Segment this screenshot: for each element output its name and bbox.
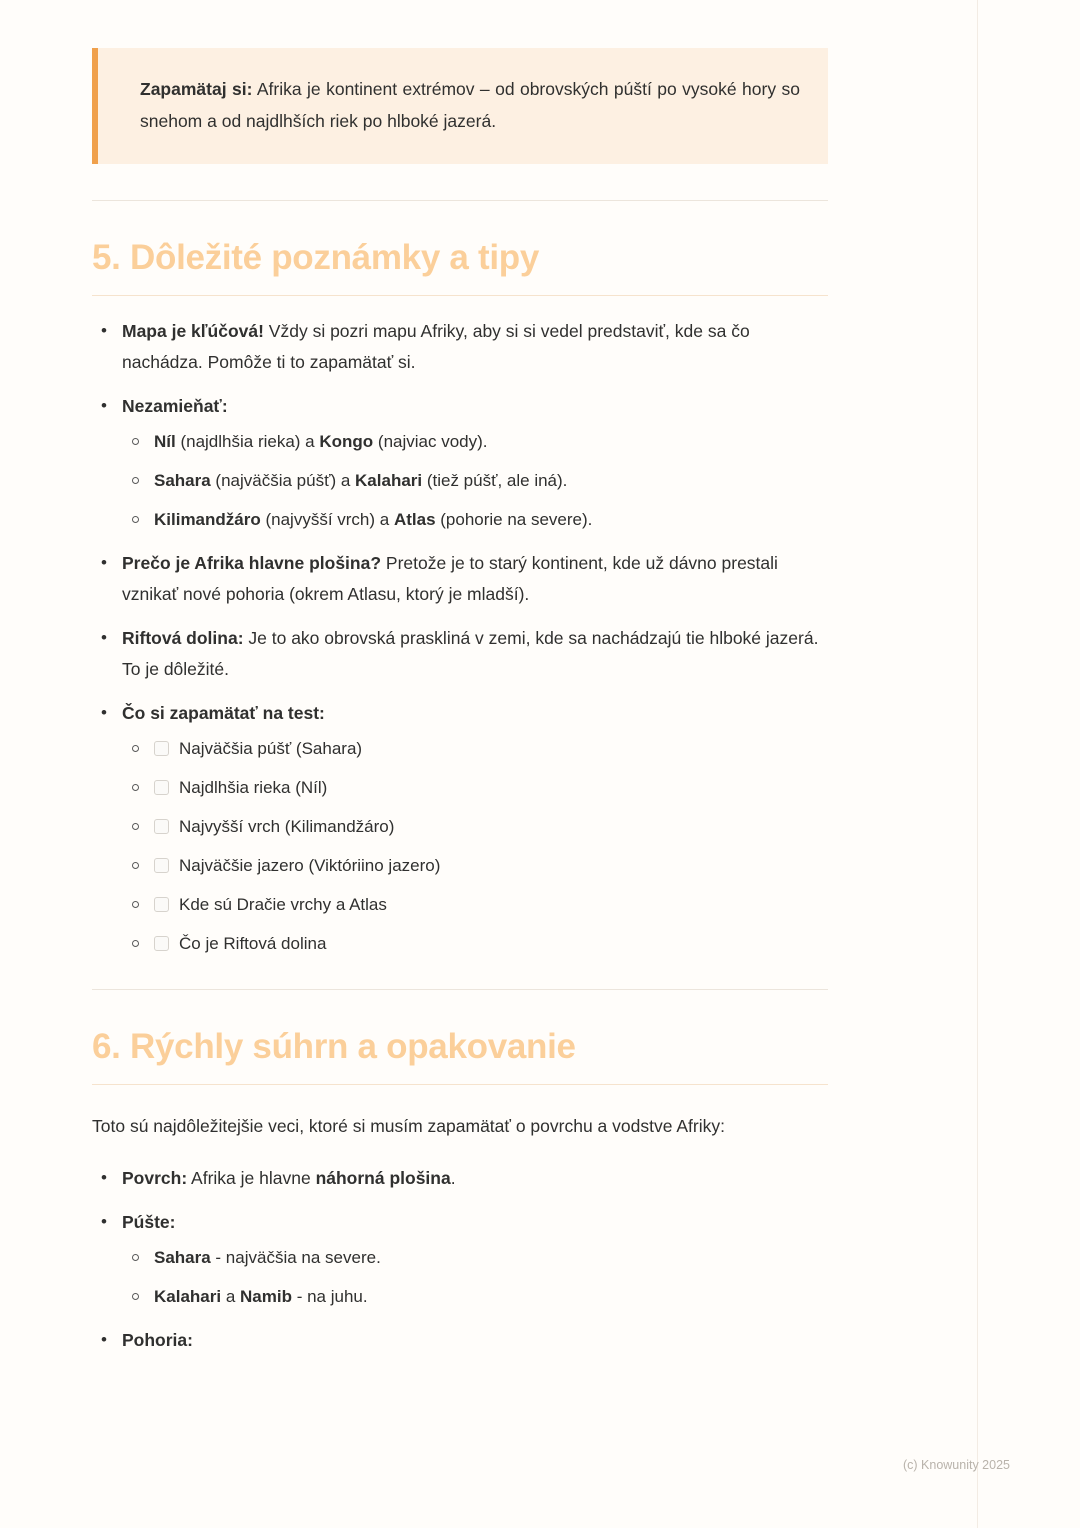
list-item-strong: Nezamieňať: bbox=[122, 395, 228, 416]
list-item bbox=[122, 1283, 828, 1312]
checklist-label: Najdlhšia rieka (Níl) bbox=[179, 778, 328, 798]
hollow-bullet-icon bbox=[132, 477, 139, 484]
sub-text-2: (tiež púšť, ale iná). bbox=[422, 471, 568, 490]
list-item-strong: Povrch: bbox=[122, 1167, 188, 1188]
sub-text-1: (najdlhšia rieka) a bbox=[175, 432, 320, 452]
checkbox[interactable] bbox=[154, 819, 169, 834]
section-6-title: 6. Rýchly súhrn a opakovanie bbox=[92, 1026, 576, 1066]
checklist-label: Čo je Riftová dolina bbox=[179, 933, 327, 953]
list-item bbox=[122, 930, 828, 959]
checklist-label: Najväčšia púšť (Sahara) bbox=[179, 739, 363, 759]
sub-strong-2: Kalahari bbox=[355, 471, 423, 490]
checklist-label: Najvyšší vrch (Kilimandžáro) bbox=[179, 817, 395, 837]
list-item bbox=[122, 813, 828, 842]
sublist-puste bbox=[122, 1244, 828, 1312]
checkbox[interactable] bbox=[154, 897, 169, 912]
list-item-text: Vždy si pozri mapu Afriky, aby si si vedel predstaviť, kde sa čo nachádza. Pomôže ti to zapamätať si. bbox=[122, 320, 750, 372]
sub-text-1: (najväčšia púšť) a bbox=[210, 471, 356, 490]
hollow-bullet-icon bbox=[132, 784, 139, 791]
list-item bbox=[92, 1207, 828, 1312]
list-item bbox=[92, 1163, 828, 1194]
hollow-bullet-icon bbox=[132, 862, 139, 869]
section-6-list bbox=[92, 1163, 828, 1356]
list-item-strong: Púšte: bbox=[122, 1211, 176, 1232]
list-item-strong-2: náhorná plošina bbox=[315, 1167, 451, 1188]
hollow-bullet-icon bbox=[132, 1254, 139, 1261]
section-6-rule bbox=[92, 1084, 828, 1085]
bullet-icon: • bbox=[101, 1167, 107, 1187]
sub-text-1: - najväčšia na severe. bbox=[210, 1247, 381, 1267]
divider-top bbox=[92, 200, 828, 201]
hollow-bullet-icon bbox=[132, 823, 139, 830]
list-item bbox=[92, 391, 828, 535]
bullet-icon: • bbox=[101, 395, 107, 415]
sub-text-2: - na juhu. bbox=[291, 1286, 368, 1306]
list-item-text: Pretože je to starý kontinent, kde už dávno prestali vznikať nové pohoria (okrem Atlasu, ktorý je mladší). bbox=[122, 552, 778, 604]
list-item bbox=[92, 698, 828, 958]
callout-remember bbox=[92, 48, 828, 164]
list-item-strong: Prečo je Afrika hlavne plošina? bbox=[122, 552, 382, 573]
sub-strong-1: Sahara bbox=[154, 471, 211, 490]
sub-strong-2: Atlas bbox=[393, 509, 436, 529]
list-item bbox=[92, 1325, 828, 1356]
list-item-strong: Riftová dolina: bbox=[122, 628, 244, 649]
sub-strong-2: Kongo bbox=[319, 432, 374, 452]
hollow-bullet-icon bbox=[132, 901, 139, 908]
hollow-bullet-icon bbox=[132, 745, 139, 752]
section-5-rule bbox=[92, 295, 828, 296]
list-item bbox=[122, 428, 828, 457]
bullet-icon: • bbox=[101, 628, 107, 648]
sub-text-2: (najviac vody). bbox=[373, 432, 488, 452]
sub-strong-2: Namib bbox=[240, 1286, 292, 1306]
list-item bbox=[92, 316, 828, 378]
list-item-strong: Čo si zapamätať na test: bbox=[122, 703, 325, 724]
list-item bbox=[122, 735, 828, 764]
list-item-strong: Pohoria: bbox=[122, 1329, 193, 1350]
list-item bbox=[122, 774, 828, 803]
checklist-label: Kde sú Dračie vrchy a Atlas bbox=[179, 895, 387, 915]
sub-text-2: (pohorie na severe). bbox=[435, 509, 593, 529]
sublist-nezamienat bbox=[122, 428, 828, 535]
list-item bbox=[122, 891, 828, 920]
list-item bbox=[122, 506, 828, 535]
callout-paragraph bbox=[140, 74, 800, 138]
bullet-icon: • bbox=[101, 1211, 107, 1231]
checkbox[interactable] bbox=[154, 936, 169, 951]
list-item bbox=[122, 467, 828, 496]
list-item bbox=[122, 1244, 828, 1273]
checkbox[interactable] bbox=[154, 858, 169, 873]
section-5-list bbox=[92, 316, 828, 959]
list-item bbox=[92, 548, 828, 610]
bullet-icon: • bbox=[101, 552, 107, 572]
list-item-text-2: . bbox=[450, 1167, 456, 1188]
callout-label: Zapamätaj si: bbox=[140, 79, 253, 99]
hollow-bullet-icon bbox=[132, 438, 139, 445]
bullet-icon: • bbox=[101, 320, 107, 340]
bullet-icon: • bbox=[101, 1329, 107, 1349]
sub-strong-1: Sahara bbox=[154, 1247, 211, 1267]
checklist-test bbox=[122, 735, 828, 958]
callout-text: Afrika je kontinent extrémov – od obrovských púští po vysoké hory so snehom a od najdlhších riek po hlboké jazerá. bbox=[140, 79, 800, 131]
sub-strong-1: Kalahari bbox=[154, 1286, 222, 1306]
section-6-intro: Toto sú najdôležitejšie veci, ktoré si musím zapamätať o povrchu a vodstve Afriky: bbox=[92, 1115, 725, 1136]
hollow-bullet-icon bbox=[132, 1293, 139, 1300]
hollow-bullet-icon bbox=[132, 516, 139, 523]
sub-strong-1: Níl bbox=[154, 432, 176, 452]
divider-mid bbox=[92, 989, 828, 990]
list-item-strong: Mapa je kľúčová! bbox=[122, 320, 264, 341]
hollow-bullet-icon bbox=[132, 940, 139, 947]
section-5-title: 5. Dôležité poznámky a tipy bbox=[92, 237, 540, 277]
checkbox[interactable] bbox=[154, 780, 169, 795]
sub-text-1: a bbox=[221, 1286, 240, 1306]
list-item bbox=[92, 623, 828, 685]
sub-strong-1: Kilimandžáro bbox=[154, 509, 261, 529]
list-item bbox=[122, 852, 828, 881]
page-margin-rule bbox=[977, 0, 978, 1528]
checklist-label: Najväčšie jazero (Viktóriino jazero) bbox=[179, 856, 441, 876]
bullet-icon: • bbox=[101, 703, 107, 723]
copyright-footer: (c) Knowunity 2025 bbox=[902, 1458, 1010, 1472]
checkbox[interactable] bbox=[154, 741, 169, 756]
sub-text-1: (najvyšší vrch) a bbox=[260, 509, 394, 529]
document-content bbox=[92, 0, 828, 1369]
list-item-text: Afrika je hlavne bbox=[187, 1167, 316, 1188]
list-item-text: Je to ako obrovská praskliná v zemi, kde sa nachádzajú tie hlboké jazerá. To je dôležité. bbox=[122, 628, 819, 680]
